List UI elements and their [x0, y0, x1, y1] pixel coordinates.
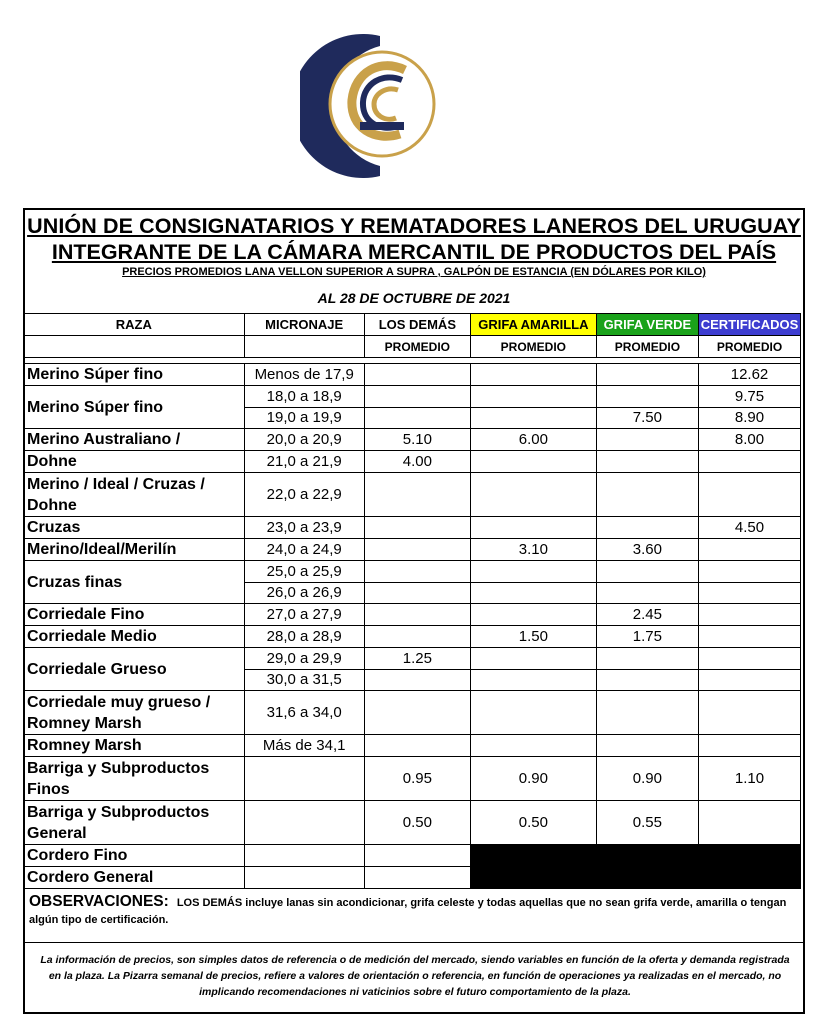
certificados-cell [699, 582, 801, 604]
grifa-verde-cell [596, 735, 698, 757]
grifa-amarilla-cell [470, 735, 596, 757]
certificados-cell [699, 801, 801, 845]
grifa-verde-cell [596, 691, 698, 735]
report-date: AL 28 DE OCTUBRE DE 2021 [317, 290, 511, 306]
table-row [24, 845, 801, 867]
table-row [24, 735, 801, 757]
grifa-verde-cell: 0.90 [596, 757, 698, 801]
certificados-cell: 4.50 [699, 517, 801, 539]
divider [25, 942, 803, 943]
price-table [23, 313, 801, 889]
grifa-amarilla-cell [470, 386, 596, 408]
grifa-verde-cell [596, 582, 698, 604]
micronaje-cell: 27,0 a 27,9 [244, 604, 364, 626]
grifa-amarilla-cell: 1.50 [470, 626, 596, 648]
subhead-promedio: PROMEDIO [596, 336, 698, 358]
los-demas-cell: 5.10 [364, 429, 470, 451]
certificados-cell: 12.62 [699, 364, 801, 386]
grifa-verde-cell [596, 386, 698, 408]
micronaje-cell [244, 845, 364, 867]
los-demas-cell [364, 626, 470, 648]
ucrlu-logo [300, 30, 440, 180]
raza-cell: Merino Australiano / [24, 429, 245, 451]
micronaje-cell: Más de 34,1 [244, 735, 364, 757]
certificados-cell [699, 735, 801, 757]
certificados-cell [699, 648, 801, 670]
micronaje-cell: 26,0 a 26,9 [244, 582, 364, 604]
los-demas-cell [364, 582, 470, 604]
micronaje-cell: 24,0 a 24,9 [244, 539, 364, 561]
los-demas-cell [364, 669, 470, 691]
grifa-amarilla-cell [470, 561, 596, 583]
micronaje-cell: 22,0 a 22,9 [244, 473, 364, 517]
table-row [24, 604, 801, 626]
grifa-amarilla-cell [470, 407, 596, 429]
table-row [24, 473, 801, 517]
certificados-cell [699, 561, 801, 583]
certificados-cell: 8.00 [699, 429, 801, 451]
los-demas-cell [364, 517, 470, 539]
table-row [24, 429, 801, 451]
table-row [24, 451, 801, 473]
raza-cell: Barriga y Subproductos Finos [24, 757, 245, 801]
certificados-cell: 9.75 [699, 386, 801, 408]
subhead-promedio: PROMEDIO [470, 336, 596, 358]
micronaje-cell: 18,0 a 18,9 [244, 386, 364, 408]
subhead-promedio: PROMEDIO [364, 336, 470, 358]
raza-cell: Cruzas finas [24, 561, 245, 604]
table-row [24, 517, 801, 539]
grifa-amarilla-cell [470, 451, 596, 473]
raza-cell: Cruzas [24, 517, 245, 539]
raza-cell: Cordero Fino [24, 845, 245, 867]
grifa-verde-cell: 7.50 [596, 407, 698, 429]
raza-cell: Merino/Ideal/Merilín [24, 539, 245, 561]
grifa-amarilla-cell [470, 669, 596, 691]
raza-cell: Dohne [24, 451, 245, 473]
raza-cell: Corriedale Grueso [24, 648, 245, 691]
grifa-amarilla-cell [470, 648, 596, 670]
subhead-empty [244, 336, 364, 358]
micronaje-cell: 21,0 a 21,9 [244, 451, 364, 473]
raza-cell: Merino Súper fino [24, 386, 245, 429]
grifa-amarilla-cell: 6.00 [470, 429, 596, 451]
los-demas-cell: 0.95 [364, 757, 470, 801]
col-raza: RAZA [24, 314, 245, 336]
grifa-verde-cell [596, 669, 698, 691]
table-row [24, 561, 801, 583]
los-demas-cell: 1.25 [364, 648, 470, 670]
grifa-amarilla-cell: 3.10 [470, 539, 596, 561]
los-demas-cell [364, 386, 470, 408]
micronaje-cell: 23,0 a 23,9 [244, 517, 364, 539]
grifa-verde-cell: 0.55 [596, 801, 698, 845]
subhead-promedio: PROMEDIO [699, 336, 801, 358]
certificados-cell [699, 691, 801, 735]
table-row [24, 539, 801, 561]
col-grifa-amarilla: GRIFA AMARILLA [470, 314, 596, 336]
grifa-verde-cell: 2.45 [596, 604, 698, 626]
los-demas-cell [364, 735, 470, 757]
los-demas-cell [364, 867, 470, 889]
los-demas-cell [364, 539, 470, 561]
certificados-cell [699, 539, 801, 561]
los-demas-cell: 4.00 [364, 451, 470, 473]
raza-cell: Merino Súper fino [24, 364, 245, 386]
certificados-cell: 1.10 [699, 757, 801, 801]
col-certificados: CERTIFICADOS [699, 314, 801, 336]
certificados-cell [699, 473, 801, 517]
certificados-cell [699, 626, 801, 648]
micronaje-cell: 28,0 a 28,9 [244, 626, 364, 648]
los-demas-cell [364, 473, 470, 517]
grifa-amarilla-cell: 0.90 [470, 757, 596, 801]
grifa-verde-cell [596, 429, 698, 451]
table-row [24, 626, 801, 648]
grifa-amarilla-cell [470, 517, 596, 539]
micronaje-cell: Menos de 17,9 [244, 364, 364, 386]
raza-cell: Barriga y Subproductos General [24, 801, 245, 845]
grifa-verde-cell [596, 648, 698, 670]
micronaje-cell: 30,0 a 31,5 [244, 669, 364, 691]
los-demas-cell: 0.50 [364, 801, 470, 845]
raza-cell: Corriedale muy grueso / Romney Marsh [24, 691, 245, 735]
subhead-empty [24, 336, 245, 358]
grifa-amarilla-cell [470, 364, 596, 386]
grifa-verde-cell [596, 364, 698, 386]
raza-cell: Corriedale Medio [24, 626, 245, 648]
title-line-2: INTEGRANTE DE LA CÁMARA MERCANTIL DE PRODUCTOS DEL PAÍS [51, 240, 777, 264]
subtitle: PRECIOS PROMEDIOS LANA VELLON SUPERIOR A SUPRA , GALPÓN DE ESTANCIA (EN DÓLARES POR KILO) [122, 266, 706, 278]
disclaimer: La información de precios, son simples datos de referencia o de medición del mercado, siendo variables en función de la oferta y demanda registrada en la plaza. La Pizarra semanal de precios, refiere a valores de orientación o referencia, en función de operaciones ya realizadas en el mercado, no implicando recomendaciones ni vaticinios sobre el futuro comportamiento de la plaza. [40, 954, 790, 998]
grifa-amarilla-cell: 0.50 [470, 801, 596, 845]
col-micronaje: MICRONAJE [244, 314, 364, 336]
micronaje-cell [244, 801, 364, 845]
raza-cell: Romney Marsh [24, 735, 245, 757]
title-line-1: UNIÓN DE CONSIGNATARIOS Y REMATADORES LANEROS DEL URUGUAY [27, 214, 801, 238]
raza-cell: Merino / Ideal / Cruzas / Dohne [24, 473, 245, 517]
grifa-verde-cell [596, 473, 698, 517]
raza-cell: Corriedale Fino [24, 604, 245, 626]
los-demas-cell [364, 845, 470, 867]
table-row [24, 691, 801, 735]
table-row [24, 364, 801, 386]
col-los-demas: LOS DEMÁS [364, 314, 470, 336]
micronaje-cell: 29,0 a 29,9 [244, 648, 364, 670]
grifa-verde-cell [596, 451, 698, 473]
grifa-verde-cell: 3.60 [596, 539, 698, 561]
grifa-amarilla-cell [470, 691, 596, 735]
los-demas-cell [364, 407, 470, 429]
micronaje-cell: 19,0 a 19,9 [244, 407, 364, 429]
micronaje-cell: 31,6 a 34,0 [244, 691, 364, 735]
table-row [24, 801, 801, 845]
micronaje-cell: 20,0 a 20,9 [244, 429, 364, 451]
los-demas-cell [364, 561, 470, 583]
table-row [24, 757, 801, 801]
los-demas-cell [364, 691, 470, 735]
col-grifa-verde: GRIFA VERDE [596, 314, 698, 336]
observations-text: LOS DEMÁS incluye lanas sin acondicionar, grifa celeste y todas aquellas que no sean grifa verde, amarilla o tengan algún tipo de certificación. [29, 897, 787, 926]
blacked-out-block [470, 845, 800, 889]
certificados-cell [699, 604, 801, 626]
table-row [24, 648, 801, 670]
grifa-verde-cell [596, 517, 698, 539]
raza-cell: Cordero General [24, 867, 245, 889]
grifa-verde-cell [596, 561, 698, 583]
certificados-cell [699, 669, 801, 691]
grifa-verde-cell: 1.75 [596, 626, 698, 648]
los-demas-cell [364, 364, 470, 386]
micronaje-cell [244, 867, 364, 889]
certificados-cell: 8.90 [699, 407, 801, 429]
observations-label: OBSERVACIONES: [29, 893, 169, 910]
micronaje-cell [244, 757, 364, 801]
table-row [24, 386, 801, 408]
micronaje-cell: 25,0 a 25,9 [244, 561, 364, 583]
price-sheet [23, 208, 805, 1014]
grifa-amarilla-cell [470, 473, 596, 517]
observations [29, 893, 799, 929]
los-demas-cell [364, 604, 470, 626]
grifa-amarilla-cell [470, 604, 596, 626]
grifa-amarilla-cell [470, 582, 596, 604]
certificados-cell [699, 451, 801, 473]
